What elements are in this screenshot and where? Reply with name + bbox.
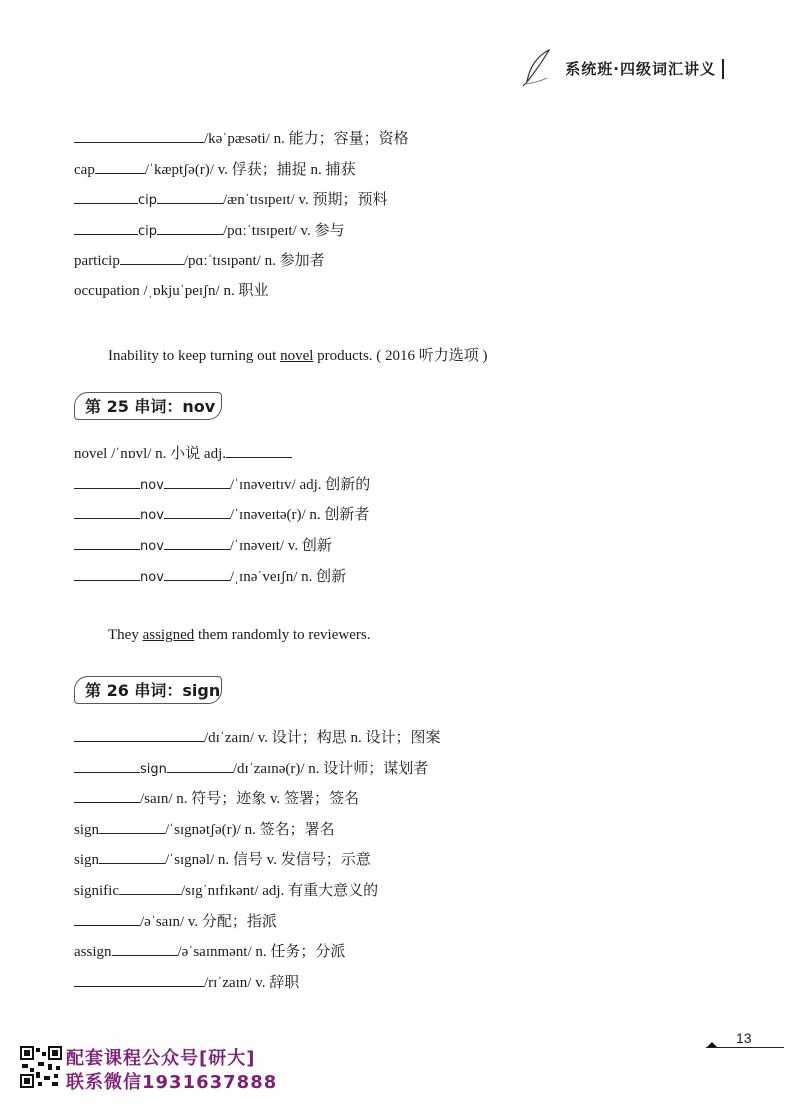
fill-in-blank[interactable] xyxy=(99,849,165,864)
promo-line-2: 联系微信1931637888 xyxy=(66,1072,278,1093)
word-definition: /kəˈpæsəti/ n. 能力；容量；资格 xyxy=(204,131,409,147)
vocab-line xyxy=(74,566,346,588)
fill-in-blank[interactable] xyxy=(74,727,204,742)
vocab-line xyxy=(74,788,359,809)
section-heading-26: 第 26 串词：sign xyxy=(74,676,222,704)
word-root: nov xyxy=(140,569,164,585)
word-definition: /ˈɪnəveɪtɪv/ adj. 创新的 xyxy=(229,476,371,493)
fill-in-blank[interactable] xyxy=(157,189,223,204)
word-definition: /ˈɪnəveɪtə(r)/ n. 创新者 xyxy=(229,507,370,524)
fill-in-blank[interactable] xyxy=(99,819,165,834)
word-definition: /saɪn/ n. 符号；迹象 v. 签署；签名 xyxy=(140,791,360,808)
quill-pen-icon xyxy=(519,48,559,88)
fill-in-blank[interactable] xyxy=(112,941,178,956)
fill-in-blank[interactable] xyxy=(157,220,223,235)
word-definition: /əˈsaɪn/ v. 分配；指派 xyxy=(140,913,277,930)
vocab-line xyxy=(74,911,277,932)
word-definition: /ˈsɪgnətʃə(r)/ n. 签名；署名 xyxy=(165,821,335,838)
sentence-text-before: They xyxy=(108,627,143,643)
vocab-line xyxy=(74,128,409,149)
promo-line-1: 配套课程公众号[研大] xyxy=(66,1048,256,1069)
word-prefix: cap xyxy=(74,161,95,178)
word-definition: /ˌɪnəˈveɪʃn/ n. 创新 xyxy=(229,568,347,585)
vocab-line xyxy=(74,880,378,901)
word-root: cip xyxy=(138,223,158,239)
vocab-line xyxy=(74,758,428,780)
word-definition: /pɑːˈtɪsɪpeɪt/ v. 参与 xyxy=(223,222,345,239)
fill-in-blank[interactable] xyxy=(167,758,233,773)
vocab-line xyxy=(74,250,325,271)
sentence-text-after: products. ( 2016 听力选项 ) xyxy=(313,348,488,364)
fill-in-blank[interactable] xyxy=(95,159,145,174)
vocab-line xyxy=(74,189,387,211)
vocab-line xyxy=(74,819,335,840)
example-sentence-assigned xyxy=(108,627,370,644)
section-heading-25: 第 25 串词：nov xyxy=(74,392,222,420)
fill-in-blank[interactable] xyxy=(74,972,204,987)
fill-in-blank[interactable] xyxy=(164,566,230,581)
word-prefix: occupation /ˌɒkjuˈpeɪʃn/ n. 职业 xyxy=(74,282,269,299)
vocab-line xyxy=(74,727,441,748)
word-root: nov xyxy=(140,477,164,493)
qr-code-icon xyxy=(20,1046,62,1088)
fill-in-blank[interactable] xyxy=(74,504,140,519)
page-header xyxy=(565,58,724,79)
word-definition: /ˈkæptʃə(r)/ v. 俘获；捕捉 n. 捕获 xyxy=(144,161,356,178)
page-rule xyxy=(706,1047,784,1048)
header-title: 系统班·四级词汇讲义 xyxy=(565,60,716,78)
word-root: nov xyxy=(140,539,164,555)
word-prefix: particip xyxy=(74,253,120,269)
page-number: 13 xyxy=(736,1030,752,1046)
vocab-line xyxy=(74,159,356,180)
fill-in-blank[interactable] xyxy=(119,880,181,895)
fill-in-blank[interactable] xyxy=(74,566,140,581)
vocab-line xyxy=(74,535,332,557)
vocab-line xyxy=(74,972,299,993)
fill-in-blank[interactable] xyxy=(74,220,138,235)
word-prefix: sign xyxy=(74,821,100,838)
fill-in-blank[interactable] xyxy=(120,250,184,265)
word-definition: /dɪˈzaɪnə(r)/ n. 设计师；谋划者 xyxy=(232,760,429,777)
fill-in-blank[interactable] xyxy=(226,443,292,458)
vocab-line xyxy=(74,220,344,242)
sentence-text-before: Inability to keep turning out xyxy=(108,348,281,364)
example-sentence-novel xyxy=(108,344,488,365)
word-definition: /ˈsɪgnəl/ n. 信号 v. 发信号；示意 xyxy=(165,852,371,869)
fill-in-blank[interactable] xyxy=(74,128,204,143)
word-definition: /ænˈtɪsɪpeɪt/ v. 预期；预料 xyxy=(223,192,388,208)
fill-in-blank[interactable] xyxy=(74,758,140,773)
word-definition: /pɑːˈtɪsɪpənt/ n. 参加者 xyxy=(183,253,325,269)
fill-in-blank[interactable] xyxy=(74,535,140,550)
vocab-line xyxy=(74,474,370,496)
word-definition: /dɪˈzaɪn/ v. 设计；构思 n. 设计；图案 xyxy=(204,730,441,746)
fill-in-blank[interactable] xyxy=(74,911,140,926)
word-root: cip xyxy=(138,193,158,208)
vocab-line xyxy=(74,941,345,962)
fill-in-blank[interactable] xyxy=(164,504,230,519)
fill-in-blank[interactable] xyxy=(74,474,140,489)
word-root: sign xyxy=(140,761,167,777)
sentence-text-after: them randomly to reviewers. xyxy=(194,627,371,643)
word-prefix: novel /ˈnɒvl/ n. 小说 adj. xyxy=(74,446,226,462)
fill-in-blank[interactable] xyxy=(74,788,140,803)
vocab-line xyxy=(74,504,369,526)
fill-in-blank[interactable] xyxy=(74,189,138,204)
fill-in-blank[interactable] xyxy=(164,535,230,550)
fill-in-blank[interactable] xyxy=(164,474,230,489)
highlighted-word: assigned xyxy=(142,627,195,643)
header-divider xyxy=(722,59,724,79)
word-prefix: signific xyxy=(74,883,119,899)
word-prefix: assign xyxy=(74,944,112,961)
word-definition: /ˈɪnəveɪt/ v. 创新 xyxy=(229,538,332,555)
vocab-line xyxy=(74,443,292,464)
word-definition: /rɪˈzaɪn/ v. 辞职 xyxy=(204,974,300,991)
word-definition: /sɪgˈnɪfɪkənt/ adj. 有重大意义的 xyxy=(181,883,379,899)
vocab-line xyxy=(74,849,371,870)
word-root: nov xyxy=(140,508,164,524)
highlighted-word: novel xyxy=(280,348,314,364)
word-prefix: sign xyxy=(74,852,100,869)
vocab-line xyxy=(74,281,268,301)
word-definition: /əˈsaɪnmənt/ n. 任务；分派 xyxy=(177,944,346,961)
